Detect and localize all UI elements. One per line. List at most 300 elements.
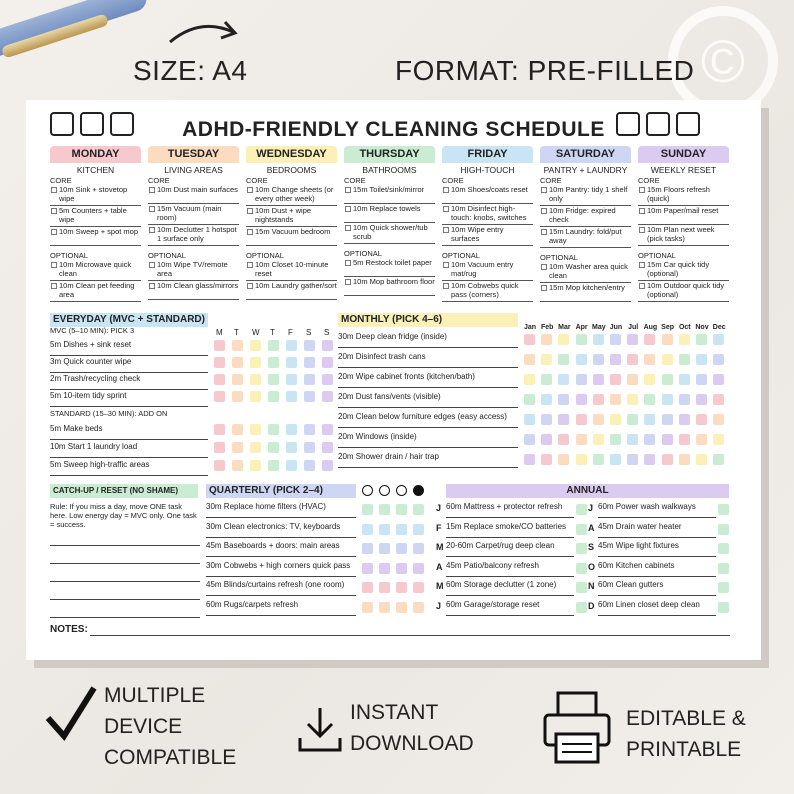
check-box[interactable] [362,563,373,574]
check-box[interactable] [250,391,261,402]
check-box[interactable] [627,354,638,365]
check-box[interactable] [214,391,225,402]
check-box[interactable] [214,340,225,351]
optional-task[interactable]: 10m Laundry gather/sort [246,281,337,300]
check-box[interactable] [576,414,587,425]
check-box[interactable] [696,434,707,445]
optional-label: OPTIONAL [50,251,88,260]
check-box[interactable] [713,414,724,425]
check-box[interactable] [232,424,243,435]
check-box[interactable] [214,424,225,435]
annual-task: 45m Patio/balcony refresh [446,559,574,577]
optional-task[interactable]: 10m Mop bathroom floor [344,277,435,296]
day-column [148,146,239,300]
weekday-letter: T [270,328,275,337]
monthly-task: 20m Wipe cabinet fronts (kitchen/bath) [338,370,518,388]
check-box[interactable] [696,394,707,405]
annual-task: 45m Drain water heater [598,520,716,538]
check-box[interactable] [304,442,315,453]
optional-task[interactable]: 10m Closet 10-minute reset [246,260,337,281]
check-box[interactable] [214,460,225,471]
check-box[interactable] [214,442,225,453]
month-label: Jan [523,324,537,331]
check-box[interactable] [627,394,638,405]
core-task[interactable]: 10m Paper/mail reset [638,206,729,225]
check-box[interactable] [558,334,569,345]
check-box[interactable] [286,357,297,368]
optional-label: OPTIONAL [638,251,676,260]
check-box[interactable] [696,414,707,425]
check-box[interactable] [413,504,424,515]
check-box[interactable] [322,391,333,402]
check-box[interactable] [679,334,690,345]
check-box[interactable] [662,394,673,405]
monthly-task: 20m Shower drain / hair trap [338,450,518,468]
dining-icon [646,112,670,136]
catchup-line[interactable] [50,528,200,546]
check-box[interactable] [232,374,243,385]
catchup-line[interactable] [50,600,200,618]
check-box[interactable] [362,602,373,613]
check-box[interactable] [286,374,297,385]
day-focus: KITCHEN [76,165,115,175]
day-focus: LIVING AREAS [164,165,223,175]
check-box[interactable] [304,340,315,351]
check-box[interactable] [396,582,407,593]
monthly-task: 30m Deep clean fridge (inside) [338,330,518,348]
core-task[interactable]: 15m Floors refresh (quick) [638,185,729,206]
everyday-std-task: 10m Start 1 laundry load [50,440,208,458]
check-box[interactable] [413,602,424,613]
check-box[interactable] [662,454,673,465]
check-box[interactable] [379,563,390,574]
check-box[interactable] [576,543,587,554]
check-box[interactable] [396,543,407,554]
month-label: Jun [609,324,623,331]
download-line-1: INSTANT [350,701,439,724]
check-box[interactable] [268,460,279,471]
check-box[interactable] [214,357,225,368]
check-box[interactable] [524,354,535,365]
day-focus: BEDROOMS [266,165,317,175]
core-task[interactable]: 10m Sink + stovetop wipe [50,185,141,206]
optional-task[interactable]: 10m Vacuum entry mat/rug [442,260,533,281]
multi-device-text [104,680,236,773]
check-box[interactable] [322,340,333,351]
check-box[interactable] [576,582,587,593]
check-box[interactable] [679,374,690,385]
check-box[interactable] [541,434,552,445]
check-box[interactable] [541,334,552,345]
day-focus: BATHROOMS [362,165,417,175]
everyday-mvc-task: 2m Trash/recycling check [50,372,208,390]
check-box[interactable] [304,357,315,368]
check-box[interactable] [379,504,390,515]
check-box[interactable] [304,374,315,385]
check-box[interactable] [268,424,279,435]
weekday-letter: S [306,328,312,337]
check-box[interactable] [286,340,297,351]
washer-icon [616,112,640,136]
optional-task[interactable]: 10m Cobwebs quick pass (corners) [442,281,533,302]
day-name: TUESDAY [148,146,239,163]
check-box[interactable] [524,374,535,385]
check-box[interactable] [644,334,655,345]
check-box[interactable] [232,340,243,351]
check-box[interactable] [304,460,315,471]
monthly-title: MONTHLY (PICK 4–6) [338,313,518,327]
check-box[interactable] [286,460,297,471]
check-box[interactable] [524,394,535,405]
check-box[interactable] [679,354,690,365]
check-box[interactable] [610,414,621,425]
annual-month: F [436,522,442,533]
core-task[interactable]: 15m Toilet/sink/mirror [344,185,435,204]
catchup-line[interactable] [50,564,200,582]
check-box[interactable] [627,334,638,345]
check-box[interactable] [713,334,724,345]
check-box[interactable] [413,543,424,554]
check-box[interactable] [593,354,604,365]
check-box[interactable] [250,460,261,471]
annual-month: S [588,542,595,552]
optional-task[interactable]: 10m Microwave quick clean [50,260,141,281]
annual-task: 60m Power wash walkways [598,500,716,518]
check-box[interactable] [576,454,587,465]
check-box[interactable] [576,563,587,574]
check-box[interactable] [413,582,424,593]
weekday-letter: T [234,328,239,337]
core-label: CORE [442,176,464,185]
quarter-icon [362,485,373,496]
check-box[interactable] [379,543,390,554]
core-task[interactable]: 10m Dust + wipe nightstands [246,206,337,227]
annual-task: 60m Mattress + protector refresh [446,500,574,518]
weekday-letter: F [288,328,293,337]
annual-task: 45m Wipe light fixtures [598,539,716,557]
day-column [50,146,141,302]
day-column [442,146,533,302]
edit-line-1: EDITABLE & [626,707,746,730]
check-box[interactable] [696,374,707,385]
editable-printable-text [626,703,746,765]
check-box[interactable] [558,374,569,385]
check-box[interactable] [268,442,279,453]
weekday-letter: S [324,328,330,337]
check-box[interactable] [593,414,604,425]
check-box[interactable] [268,357,279,368]
check-box[interactable] [576,602,587,613]
check-box[interactable] [718,602,729,613]
check-box[interactable] [541,374,552,385]
day-focus: HIGH-TOUCH [460,165,515,175]
check-box[interactable] [541,394,552,405]
check-box[interactable] [362,543,373,554]
check-box[interactable] [558,394,569,405]
check-box[interactable] [558,454,569,465]
annual-month: A [436,561,443,572]
check-box[interactable] [268,391,279,402]
core-label: CORE [246,176,268,185]
check-box[interactable] [644,394,655,405]
check-box[interactable] [576,334,587,345]
edit-line-2: PRINTABLE [626,738,742,761]
checkmark-icon [44,684,98,744]
check-box[interactable] [610,394,621,405]
month-label: Jul [628,324,639,331]
day-name: SUNDAY [638,146,729,163]
annual-month: D [588,600,595,611]
check-box[interactable] [644,374,655,385]
check-box[interactable] [576,524,587,535]
annual-title: ANNUAL [446,484,729,498]
catchup-line[interactable] [50,582,200,600]
check-box[interactable] [250,374,261,385]
check-box[interactable] [718,563,729,574]
optional-task[interactable]: 10m Outdoor quick tidy (optional) [638,281,729,302]
check-box[interactable] [696,334,707,345]
quarter-icon [379,485,390,496]
check-box[interactable] [362,582,373,593]
check-box[interactable] [679,434,690,445]
check-box[interactable] [322,357,333,368]
check-box[interactable] [268,374,279,385]
everyday-std-task: 5m Sweep high-traffic areas [50,458,208,476]
core-label: CORE [50,176,72,185]
check-box[interactable] [250,424,261,435]
quarterly-task: 45m Baseboards + doors: main areas [206,539,356,557]
month-label: Sep [661,324,675,331]
check-box[interactable] [524,434,535,445]
check-box[interactable] [627,374,638,385]
check-box[interactable] [232,442,243,453]
quarter-icon [413,485,424,496]
check-box[interactable] [250,357,261,368]
check-box[interactable] [718,543,729,554]
check-box[interactable] [679,394,690,405]
check-box[interactable] [662,334,673,345]
month-label: Apr [575,324,588,331]
day-name: THURSDAY [344,146,435,163]
check-box[interactable] [718,582,729,593]
optional-task[interactable]: 10m Wipe TV/remote area [148,260,239,281]
check-box[interactable] [610,454,621,465]
check-box[interactable] [286,442,297,453]
download-line-2: DOWNLOAD [350,732,474,755]
core-task[interactable]: 10m Disinfect high-touch: knobs, switches [442,204,533,225]
check-box[interactable] [250,340,261,351]
check-box[interactable] [362,504,373,515]
check-box[interactable] [610,374,621,385]
check-box[interactable] [593,434,604,445]
check-box[interactable] [696,354,707,365]
notes-line[interactable] [90,635,730,636]
day-column [638,146,729,302]
day-focus: WEEKLY RESET [650,165,717,175]
check-box[interactable] [576,394,587,405]
day-column [246,146,337,300]
multi-line-3: COMPATIBLE [104,746,237,769]
check-box[interactable] [679,414,690,425]
core-task[interactable]: 10m Plan next week (pick tasks) [638,225,729,246]
quarterly-task: 60m Rugs/carpets refresh [206,598,356,616]
optional-label: OPTIONAL [148,251,186,260]
check-box[interactable] [322,442,333,453]
core-task[interactable]: 10m Quick shower/tub scrub [344,223,435,244]
annual-month: J [436,503,442,513]
check-box[interactable] [644,354,655,365]
check-box[interactable] [524,334,535,345]
check-box[interactable] [322,374,333,385]
month-label: Aug [643,324,658,331]
arrow-icon [165,12,245,52]
catchup-rule: Rule: If you miss a day, move ONE task here. Low energy day = MVC only. One task = success. [50,502,197,529]
day-focus: PANTRY + LAUNDRY [543,165,628,175]
day-name: MONDAY [50,146,141,163]
check-box[interactable] [396,524,407,535]
day-name: SATURDAY [540,146,631,163]
check-box[interactable] [232,460,243,471]
check-box[interactable] [696,454,707,465]
check-box[interactable] [593,334,604,345]
check-box[interactable] [541,454,552,465]
core-task[interactable]: 15m Vacuum (main room) [148,204,239,225]
multi-line-1: MULTIPLE [104,684,206,707]
everyday-std-task: 5m Make beds [50,422,208,440]
check-box[interactable] [662,354,673,365]
check-box[interactable] [610,434,621,445]
check-box[interactable] [286,391,297,402]
check-box[interactable] [232,357,243,368]
check-box[interactable] [593,394,604,405]
check-box[interactable] [396,504,407,515]
core-task[interactable]: 10m Pantry: tidy 1 shelf only [540,185,631,206]
check-box[interactable] [322,424,333,435]
check-box[interactable] [524,454,535,465]
check-box[interactable] [524,414,535,425]
check-box[interactable] [713,454,724,465]
check-box[interactable] [610,354,621,365]
day-column [344,146,435,296]
core-task[interactable]: 10m Declutter 1 hotspot 1 surface only [148,225,239,246]
check-box[interactable] [214,374,225,385]
optional-task[interactable]: 15m Mop kitchen/entry [540,283,631,302]
check-box[interactable] [627,414,638,425]
core-task[interactable]: 10m Shoes/coats reset [442,185,533,204]
month-label: May [591,324,606,331]
home-icons-right [616,112,700,136]
check-box[interactable] [679,454,690,465]
check-box[interactable] [644,434,655,445]
check-box[interactable] [713,434,724,445]
check-box[interactable] [413,524,424,535]
check-box[interactable] [541,354,552,365]
optional-task[interactable]: 10m Clean glass/mirrors [148,281,239,300]
annual-month: A [588,522,595,533]
optional-task[interactable]: 15m Car quick tidy (optional) [638,260,729,281]
core-task[interactable]: 10m Replace towels [344,204,435,223]
core-task[interactable]: 10m Wipe entry surfaces [442,225,533,246]
check-box[interactable] [576,434,587,445]
monthly-task: 20m Clean below furniture edges (easy access) [338,410,518,428]
quarterly-title: QUARTERLY (PICK 2–4) [206,484,356,498]
weekday-letter: M [216,328,223,337]
check-box[interactable] [413,563,424,574]
check-box[interactable] [644,414,655,425]
check-box[interactable] [541,414,552,425]
check-box[interactable] [558,414,569,425]
check-box[interactable] [379,524,390,535]
check-box[interactable] [718,524,729,535]
check-box[interactable] [713,354,724,365]
check-box[interactable] [250,442,261,453]
check-box[interactable] [232,391,243,402]
check-box[interactable] [713,374,724,385]
check-box[interactable] [379,602,390,613]
check-box[interactable] [576,354,587,365]
core-label: CORE [638,176,660,185]
core-task[interactable]: 10m Sweep + spot mop [50,227,141,246]
optional-task[interactable]: 10m Washer area quick clean [540,262,631,283]
check-box[interactable] [593,374,604,385]
core-task[interactable]: 10m Fridge: expired check [540,206,631,227]
check-box[interactable] [396,563,407,574]
check-box[interactable] [662,414,673,425]
check-box[interactable] [304,424,315,435]
core-label: CORE [540,176,562,185]
check-box[interactable] [396,602,407,613]
check-box[interactable] [593,454,604,465]
check-box[interactable] [322,460,333,471]
check-box[interactable] [662,374,673,385]
quarterly-task: 30m Replace home filters (HVAC) [206,500,356,518]
core-task[interactable]: 10m Change sheets (or every other week) [246,185,337,206]
multi-line-2: DEVICE [104,715,183,738]
annual-task: 60m Storage declutter (1 zone) [446,578,574,596]
check-box[interactable] [558,354,569,365]
check-box[interactable] [662,434,673,445]
core-task[interactable]: 5m Counters + table wipe [50,206,141,227]
optional-task[interactable]: 10m Clean pet feeding area [50,281,141,302]
check-box[interactable] [558,434,569,445]
check-box[interactable] [627,434,638,445]
check-box[interactable] [268,340,279,351]
catchup-line[interactable] [50,546,200,564]
check-box[interactable] [286,424,297,435]
format-label: FORMAT: PRE-FILLED [395,55,695,86]
check-box[interactable] [627,454,638,465]
check-box[interactable] [304,391,315,402]
core-task[interactable]: 15m Laundry: fold/put away [540,227,631,248]
check-box[interactable] [379,582,390,593]
check-box[interactable] [610,334,621,345]
printer-icon [542,690,612,766]
check-box[interactable] [576,374,587,385]
optional-task[interactable]: 5m Restock toilet paper [344,258,435,277]
month-label: Feb [540,324,554,331]
check-box[interactable] [713,394,724,405]
check-box[interactable] [576,504,587,515]
check-box[interactable] [644,454,655,465]
notes-label: NOTES: [50,624,88,635]
core-task[interactable]: 15m Vacuum bedroom [246,227,337,246]
annual-task: 15m Replace smoke/CO batteries [446,520,574,538]
day-column [540,146,631,302]
core-task[interactable]: 10m Dust main surfaces [148,185,239,204]
check-box[interactable] [718,504,729,515]
everyday-mvc-task: 5m Dishes + sink reset [50,338,208,356]
check-box[interactable] [362,524,373,535]
